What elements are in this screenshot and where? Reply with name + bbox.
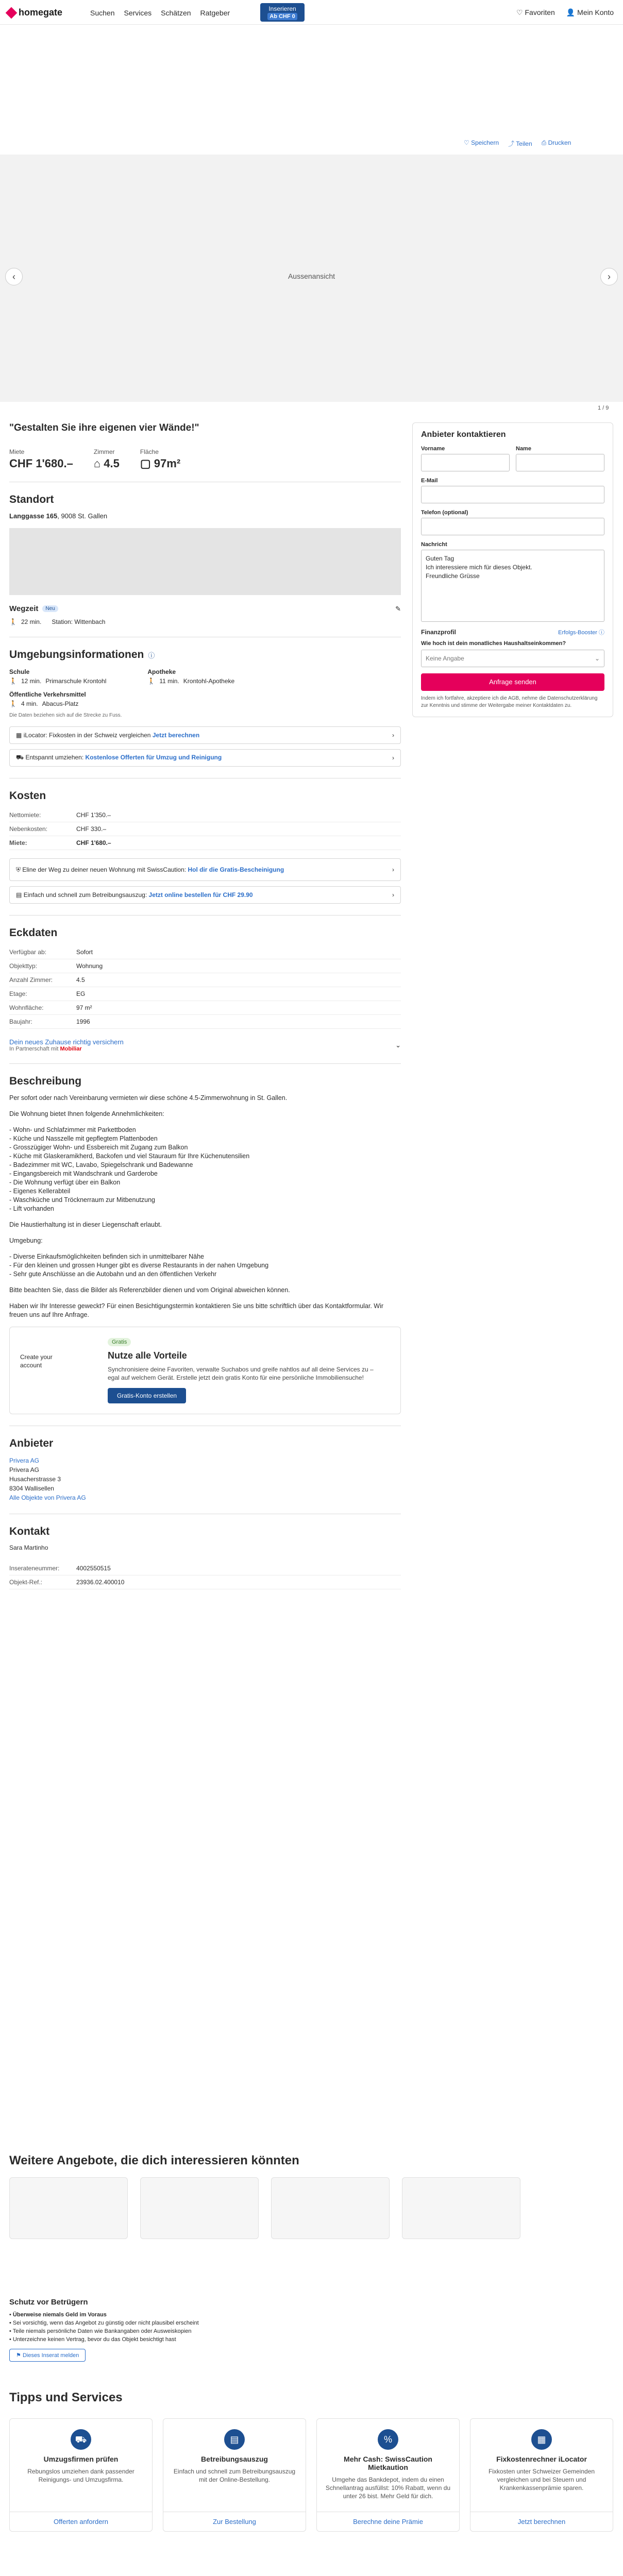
main-nav bbox=[90, 9, 230, 17]
tip-card-debt-extract[interactable]: ▤ Betreibungsauszug Einfach und schnell zum Betreibungsauszug mit der Online-Bestellung. Zur Bestellung bbox=[163, 2418, 306, 2532]
report-listing-button[interactable]: ⚑ Dieses Inserat melden bbox=[9, 2349, 86, 2362]
document-icon: ▤ bbox=[16, 891, 22, 899]
save-button[interactable]: ♡ Speichern bbox=[464, 139, 499, 146]
object-ref: Objekt-Ref.: 23936.02.400010 bbox=[9, 1575, 401, 1589]
offer-card-placeholder[interactable] bbox=[271, 2177, 390, 2239]
gallery-image-label: Aussenansicht bbox=[288, 272, 335, 280]
tip-card-ilocator[interactable]: ▦ Fixkostenrechner iLocator Fixkosten unter Schweizer Gemeinden vergleichen und bei Steuern und Krankenkassenprämie sparen. Jetzt berechnen bbox=[470, 2418, 613, 2532]
document-icon: ▤ bbox=[224, 2429, 245, 2450]
first-name-input[interactable] bbox=[421, 454, 510, 471]
ilocator-link[interactable]: ▦ iLocator: Fixkosten in der Schweiz vergleichen Jetzt berechnen › bbox=[9, 726, 401, 744]
homegate-logo-icon bbox=[6, 7, 18, 19]
nav-schaetzen[interactable]: Schätzen bbox=[161, 9, 191, 17]
flag-icon: ⚑ bbox=[16, 2352, 21, 2359]
contact-heading: Kontakt bbox=[9, 1526, 50, 1537]
surroundings-heading: Umgebungsinformationen bbox=[9, 649, 144, 660]
walk-icon: 🚶 bbox=[147, 677, 156, 685]
shield-icon: ⛨ bbox=[16, 866, 21, 873]
fraud-tip: • Sei vorsichtig, wenn das Angebot zu günstig oder nicht plausibel erscheint bbox=[9, 2320, 199, 2326]
chevron-down-icon: ⌄ bbox=[594, 655, 600, 662]
percent-icon: % bbox=[378, 2429, 398, 2450]
details-heading: Eckdaten bbox=[9, 927, 58, 939]
map-icon: ▦ bbox=[531, 2429, 552, 2450]
cost-row: Nettomiete: CHF 1'350.– bbox=[9, 808, 401, 822]
detail-row: Baujahr: 1996 bbox=[9, 1015, 401, 1029]
income-select[interactable]: Keine Angabe ⌄ bbox=[421, 650, 604, 667]
gallery-next-button[interactable] bbox=[600, 268, 618, 285]
distance-note: Die Daten beziehen sich auf die Strecke zu Fuss. bbox=[9, 713, 122, 718]
insert-button[interactable]: Inserieren Ab CHF 0 bbox=[260, 3, 305, 22]
chevron-down-icon: ⌄ bbox=[395, 1041, 401, 1049]
detail-row: Wohnfläche: 97 m² bbox=[9, 1001, 401, 1015]
mobiliar-logo: Mobiliar bbox=[60, 1046, 82, 1052]
walk-icon: 🚶 bbox=[9, 677, 17, 685]
chevron-right-icon: › bbox=[608, 272, 611, 282]
nav-ratgeber[interactable]: Ratgeber bbox=[200, 9, 230, 17]
edit-icon[interactable]: ✎ bbox=[395, 604, 401, 613]
account-cta-illustration: Create your account bbox=[20, 1353, 53, 1369]
fact-area: Fläche ▢ 97m² bbox=[140, 448, 181, 470]
account-link[interactable]: 👤 Mein Konto bbox=[566, 8, 614, 16]
info-icon[interactable]: ⓘ bbox=[148, 651, 155, 659]
finance-profile-label: Finanzprofil bbox=[421, 629, 456, 636]
cost-row: Nebenkosten: CHF 330.– bbox=[9, 822, 401, 836]
user-icon: 👤 bbox=[566, 8, 576, 16]
gratis-badge: Gratis bbox=[108, 1338, 131, 1346]
school-info: Schule 🚶 12 min. Primarschule Krontohl bbox=[9, 668, 107, 685]
similar-offers: Weitere Angebote, die dich interessieren könnten bbox=[9, 2154, 613, 2239]
contact-person: Sara Martinho bbox=[9, 1544, 48, 1551]
chevron-left-icon: ‹ bbox=[12, 272, 15, 282]
print-icon: ⎙ bbox=[541, 139, 547, 146]
truck-icon: ⛟ bbox=[71, 2429, 91, 2450]
info-icon: ⓘ bbox=[599, 630, 604, 636]
listing-title: "Gestalten Sie ihre eigenen vier Wände!" bbox=[9, 422, 199, 433]
detail-row: Objekttyp: Wohnung bbox=[9, 959, 401, 973]
calculator-icon: ▦ bbox=[16, 732, 22, 739]
key-facts bbox=[9, 448, 401, 470]
detail-row: Verfügbar ab: Sofort bbox=[9, 945, 401, 959]
provider-info: Privera AG Privera AG Husacherstrasse 3 8304 Wallisellen Alle Objekte von Privera AG bbox=[9, 1457, 86, 1501]
insert-price-badge: Ab CHF 0 bbox=[267, 13, 297, 20]
description-text: Per sofort oder nach Vereinbarung vermieten wir diese schöne 4.5-Zimmerwohnung in St. Gallen. Die Wohnung bietet Ihnen folgende Annehmlichkeiten: - Wohn- und Schlafzimmer mit Parkettboden - Küche und Nasszelle mit gepflegtem Plattenboden - Grosszügiger Wohn- und Essbereich mit Zugang zum Balkon - Küche mit Glaskeramikherd, Backofen und viel Stauraum für Ihre Küchenutensilien - Badezimmer mit WC, Lavabo, Spiegelschrank und Badewanne - Eingangsbereich mit Wandschrank und Garderobe - Die Wohnung verfügt über ein Balkon - Eigenes Kellerabteil - Waschküche und Tröcknerraum zur Mitbenutzung - Lift vorhanden Die Haustierhaltung ist in dieser Liegenschaft erlaubt. Umgebung: - Diverse Einkaufsmöglichkeiten befinden sich in unmittelbarer Nähe - Für den kleinen und grossen Hunger gibt es diverse Restaurants in der nahen Umgebung - Sehr gute Anschlüsse an die Autobahn und an den öffentlichen Verkehr Bitte beachten Sie, dass die Bilder als Referenzbilder dienen und vom Original abweichen können. Haben wir Ihr Interesse geweckt? Für einen Besichtigungstermin kontaktieren Sie uns bitte schriftlich über das Kontaktformular. Wir freuen uns auf Ihre Anfrage. bbox=[9, 1094, 384, 1318]
new-badge: Neu bbox=[42, 605, 58, 612]
cost-row-total: Miete: CHF 1'680.– bbox=[9, 836, 401, 850]
route-info: 🚶 22 min. Station: Wittenbach bbox=[9, 618, 106, 625]
transport-info: Öffentliche Verkehrsmittel 🚶 4 min. Abacus-Platz bbox=[9, 691, 86, 707]
walk-icon: 🚶 bbox=[9, 618, 17, 625]
site-header bbox=[0, 0, 623, 25]
description-heading: Beschreibung bbox=[9, 1075, 82, 1087]
moving-offers-link[interactable]: ⛟ Entspannt umziehen: Kostenlose Offerten für Umzug und Reinigung › bbox=[9, 749, 401, 767]
gallery-prev-button[interactable] bbox=[5, 268, 23, 285]
offer-card-placeholder[interactable] bbox=[9, 2177, 128, 2239]
account-cta: Create your account Gratis Nutze alle Vorteile Synchronisiere deine Favoriten, verwalte Suchabos und greife nahtlos auf all deine Services zu – egal auf welchem Gerät. Erstelle jetzt dein gratis Konto für eine persönliche Immobiliensuche! Gratis-Konto erstellen bbox=[9, 1327, 401, 1414]
gallery-counter: 1 / 9 bbox=[598, 405, 609, 411]
offer-card-placeholder[interactable] bbox=[140, 2177, 259, 2239]
offer-card-placeholder[interactable] bbox=[402, 2177, 520, 2239]
provider-link[interactable]: Privera AG bbox=[9, 1457, 40, 1464]
listing-number: Inserateneummer: 4002550515 bbox=[9, 1562, 401, 1575]
tip-card-swisscaution[interactable]: % Mehr Cash: SwissCaution Mietkaution Umgehe das Bankdepot, indem du einen Schnellantrag ausfüllst: 10% Rabatt, wenn du unter 26 bist. Mehr Geld für dich. Berechne deine Prämie bbox=[316, 2418, 460, 2532]
insurance-link[interactable]: Dein neues Zuhause richtig versichern In Partnerschaft mit Mobiliar ⌄ bbox=[9, 1038, 401, 1052]
legal-notice: Indem ich fortfahre, akzeptiere ich die AGB, nehme die Datenschutzerklärung zur Kenntnis und stimme der Weitergabe meiner Kontaktdaten zu. bbox=[421, 696, 598, 708]
share-button[interactable]: ⤴ Teilen bbox=[508, 140, 532, 147]
costs-heading: Kosten bbox=[9, 790, 46, 802]
fraud-tip: • Teile niemals persönliche Daten wie Bankangaben oder Ausweiskopien bbox=[9, 2328, 192, 2334]
address: Langgasse 165, 9008 St. Gallen bbox=[9, 512, 108, 520]
pharmacy-info: Apotheke 🚶 11 min. Krontohl-Apotheke bbox=[147, 668, 235, 685]
fraud-protection: Schutz vor Betrügern • Überweise niemals Geld im Voraus • Sei vorsichtig, wenn das Angebot zu günstig oder nicht plausibel erscheint • Teile niemals persönliche Daten wie Bankangaben oder Ausweiskopien • Unterzeichne keinen Vertrag, bevor du das Objekt besichtigt hast ⚑ Dieses Inserat melden bbox=[9, 2298, 613, 2362]
share-icon: ⤴ bbox=[508, 140, 515, 147]
detail-row: Anzahl Zimmer: 4.5 bbox=[9, 973, 401, 987]
contact-form: Anbieter kontaktieren Vorname Name E-Mail Telefon (optional) Nachricht Guten Tag Ich interessiere mich für dieses Objekt. Freundliche Grüsse Finanzprofil Erfolgs-Booster ⓘ Wie hoch ist dein monatliches Haushaltseinkommen? Keine Angabe ⌄ Anfrage senden Indem ich fortfahre, akzeptiere ich die AGB, nehme die Datenschutzerklärung zur Kenntnis und stimme der Weitergabe meiner Kontaktdaten zu. bbox=[412, 422, 613, 717]
submit-inquiry-button[interactable]: Anfrage senden bbox=[421, 673, 604, 691]
fact-rent: Miete CHF 1'680.– bbox=[9, 448, 73, 470]
contact-form-heading: Anbieter kontaktieren bbox=[421, 430, 506, 439]
print-button[interactable]: ⎙ Drucken bbox=[541, 139, 571, 146]
email-input[interactable] bbox=[421, 486, 604, 503]
image-gallery[interactable] bbox=[0, 155, 623, 402]
favorites-link[interactable]: ♡ Favoriten bbox=[516, 8, 555, 16]
area-icon: ▢ bbox=[140, 457, 151, 470]
fraud-tip: • Überweise niemals Geld im Voraus bbox=[9, 2312, 107, 2318]
create-account-button[interactable]: Gratis-Konto erstellen bbox=[108, 1388, 186, 1403]
homegate-logo[interactable]: homegate bbox=[7, 7, 62, 18]
tip-card-moving[interactable]: ⛟ Umzugsfirmen prüfen Rebungslos umziehen dank passender Reinigungs- und Umzugsfirma. Offerten anfordern bbox=[9, 2418, 153, 2532]
nav-services[interactable]: Services bbox=[124, 9, 152, 17]
phone-input[interactable] bbox=[421, 518, 604, 535]
finance-booster-link[interactable]: Erfolgs-Booster ⓘ bbox=[558, 630, 604, 636]
last-name-input[interactable] bbox=[516, 454, 604, 471]
debt-extract-link[interactable]: ▤ Einfach und schnell zum Betreibungsauszug: Jetzt online bestellen für CHF 29.90 › bbox=[9, 886, 401, 904]
detail-row: Etage: EG bbox=[9, 987, 401, 1001]
swisscaution-link[interactable]: ⛨ Eline der Weg zu deiner neuen Wohnung mit SwissCaution: Hol dir die Gratis-Bescheinigung › bbox=[9, 858, 401, 881]
tips-services: Tipps und Services ⛟ Umzugsfirmen prüfen Rebungslos umziehen dank passender Reinigungs- und Umzugsfirma. Offerten anfordern ▤ Betreibungsauszug Einfach und schnell zum Betreibungsauszug mit der Online-Bestellung. Zur Bestellung % Mehr Cash: SwissCaution Mietkaution Umgehe das Bankdepot, indem du einen Schnellantrag ausfüllst: 10% Rabatt, wenn du unter 26 bist. Mehr Geld für dich. Berechne deine Prämie ▦ Fixkostenrechner iLocator Fixkosten unter Schweizer Gemeinden vergleichen und bei Steuern und Krankenkassenprämie sparen. Jetzt berechnen bbox=[9, 2391, 613, 2532]
message-textarea[interactable]: Guten Tag Ich interessiere mich für dieses Objekt. Freundliche Grüsse bbox=[421, 550, 604, 622]
chevron-right-icon: › bbox=[392, 866, 394, 873]
nav-suchen[interactable]: Suchen bbox=[90, 9, 115, 17]
walk-icon: 🚶 bbox=[9, 700, 17, 707]
fact-rooms: Zimmer ⌂ 4.5 bbox=[93, 448, 120, 470]
location-heading: Standort bbox=[9, 494, 54, 505]
truck-icon: ⛟ bbox=[16, 754, 24, 761]
heart-icon: ♡ bbox=[464, 139, 469, 146]
fraud-tip: • Unterzeichne keinen Vertrag, bevor du das Objekt besichtigt hast bbox=[9, 2336, 176, 2343]
chevron-right-icon: › bbox=[392, 754, 394, 761]
route-section: Wegzeit Neu ✎ bbox=[9, 604, 401, 613]
chevron-right-icon: › bbox=[392, 732, 394, 739]
chevron-right-icon: › bbox=[392, 891, 394, 899]
location-map[interactable] bbox=[9, 528, 401, 595]
provider-heading: Anbieter bbox=[9, 1437, 54, 1449]
main-content bbox=[9, 422, 401, 1589]
heart-icon: ♡ bbox=[516, 8, 523, 16]
rooms-icon: ⌂ bbox=[93, 457, 101, 470]
provider-all-objects-link[interactable]: Alle Objekte von Privera AG bbox=[9, 1494, 86, 1501]
